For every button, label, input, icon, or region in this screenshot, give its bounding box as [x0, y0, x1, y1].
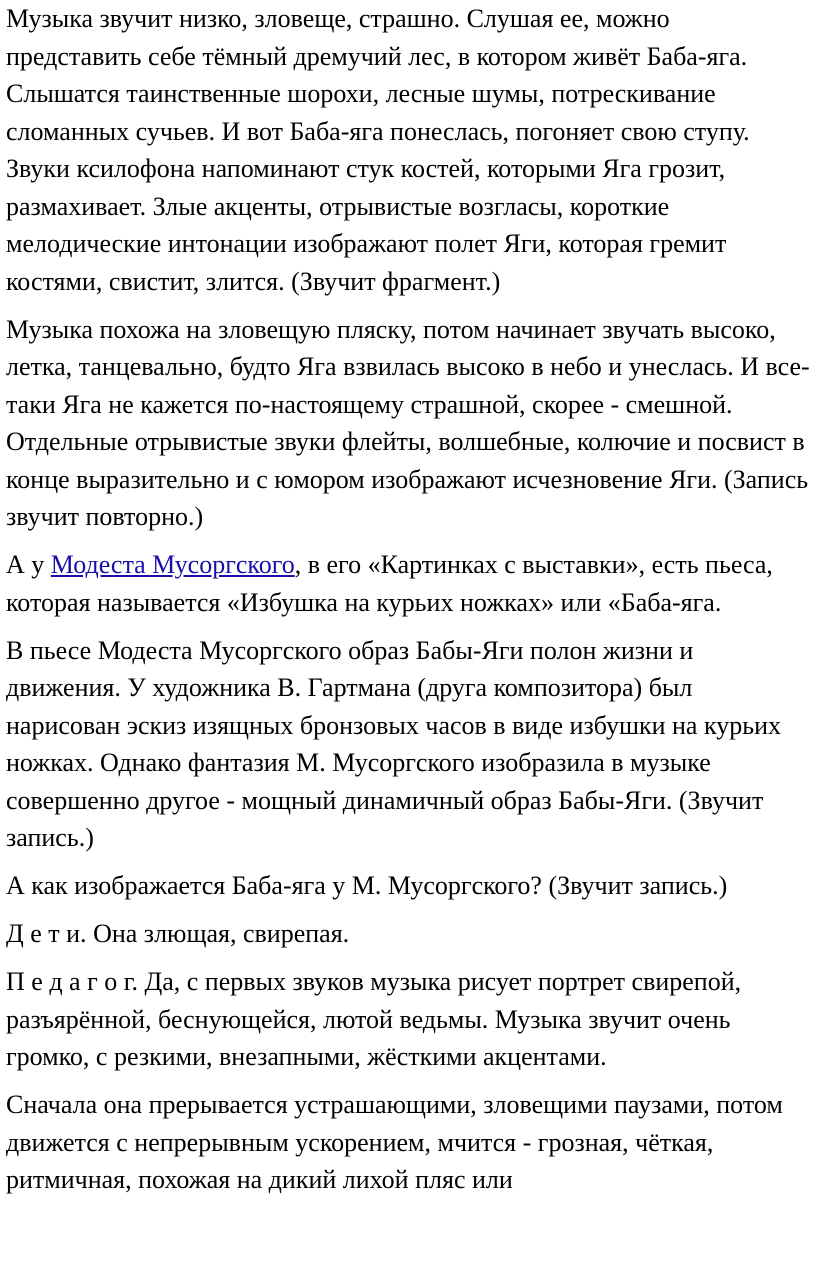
speaker-children: Д е т и. [6, 919, 87, 948]
paragraph-2: Музыка похожа на зловещую пляску, потом начинает звучать высоко, летка, танцевально, будто Яга взвилась высоко в небо и унеслась. И все-таки Яга не кажется по-настоящему страшной, скорее - смешной. Отдельные отрывистые звуки флейты, волшебные, колючие и посвист в конце выразительно и с юмором изображают исчезновение Яги. (Запись звучит повторно.) [6, 314, 810, 531]
paragraph-6-text: Она злющая, свирепая. [86, 919, 350, 948]
paragraph-3-prefix: А у [6, 550, 51, 579]
paragraph-4: В пьесе Модеста Мусоргского образ Бабы-Яги полон жизни и движения. У художника В. Гартмана (друга композитора) был нарисован эскиз изящных бронзовых часов в виде избушки на курьих ножках. Однако фантазия М. Мусоргского изобразила в музыке совершенно другое - мощный динамичный образ Бабы-Яги. (Звучит запись.) [6, 635, 782, 852]
speaker-teacher: П е д а г о г. [6, 967, 138, 996]
paragraph-5: А как изображается Баба-яга у М. Мусоргского? (Звучит запись.) [6, 871, 728, 900]
paragraph-6 [6, 915, 810, 953]
paragraph-8: Сначала она прерывается устрашающими, зловещими паузами, потом движется с непрерывным ускорением, мчится - грозная, чёткая, ритмичная, похожая на дикий лихой пляс или [6, 1090, 783, 1194]
paragraph-3 [6, 546, 810, 621]
paragraph-3-suffix: , в его «Картинках с выставки», есть пьеса, которая называется «Избушка на курьих ножках» или «Баба-яга. [6, 550, 773, 617]
paragraph-7-text: Да, с первых звуков музыка рисует портрет свирепой, разъярённой, беснующейся, лютой ведьмы. Музыка звучит очень громко, с резкими, внезапными, жёсткими акцентами. [6, 967, 742, 1071]
mussorgsky-link[interactable]: Модеста Мусоргского [50, 550, 295, 579]
paragraph-1: Музыка звучит низко, зловеще, страшно. Слушая ее, можно представить себе тёмный дремучий лес, в котором живёт Баба-яга. Слышатся таинственные шорохи, лесные шумы, потрескивание сломанных сучьев. И вот Баба-яга понеслась, погоняет свою ступу. Звуки ксилофона напоминают стук костей, которыми Яга грозит, размахивает. Злые акценты, отрывистые возгласы, короткие мелодические интонации изображают полет Яги, которая гремит костями, свистит, злится. (Звучит фрагмент.) [6, 4, 750, 296]
paragraph-7 [6, 963, 810, 1076]
